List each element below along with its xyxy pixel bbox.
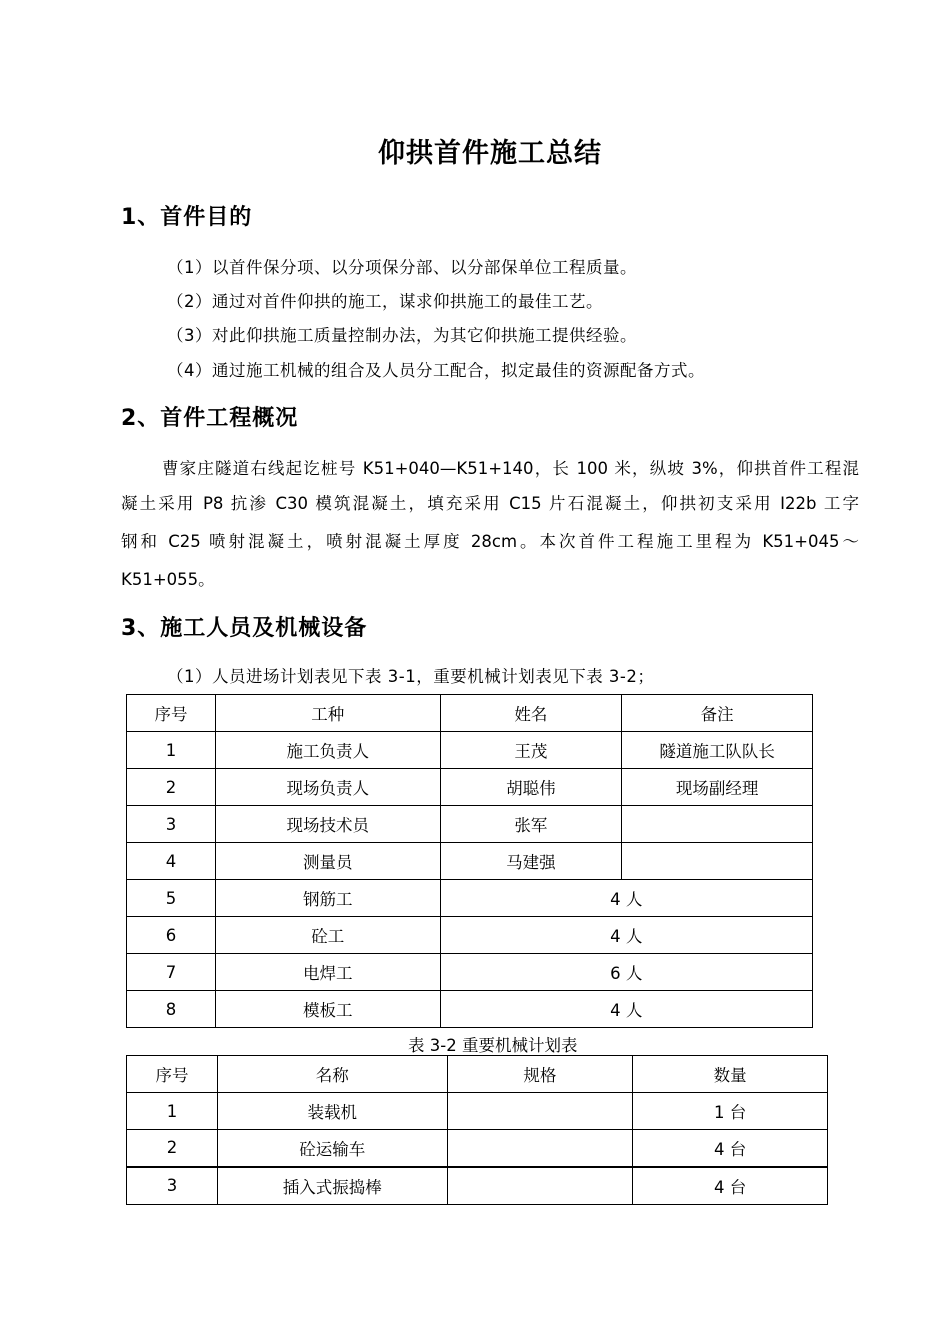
row-no: 1 (127, 1093, 218, 1130)
row-no: 7 (127, 954, 216, 991)
row-note (622, 806, 813, 843)
row-spec (447, 1167, 633, 1205)
row-job: 电焊工 (215, 954, 440, 991)
row-no: 4 (127, 843, 216, 880)
row-no: 1 (127, 732, 216, 769)
row-no: 3 (127, 1167, 218, 1205)
row-count: 4 人 (440, 880, 812, 917)
row-qty: 4 台 (633, 1167, 828, 1205)
table-header-row (127, 695, 813, 732)
header-name: 名称 (217, 1056, 447, 1093)
row-name: 王茂 (440, 732, 622, 769)
row-qty: 1 台 (633, 1093, 828, 1130)
row-no: 8 (127, 991, 216, 1028)
objective-item-1: （1）以首件保分项、以分项保分部、以分部保单位工程质量。 (167, 258, 637, 277)
section-2-heading: 2、首件工程概况 (121, 406, 299, 431)
overview-line-4: K51+055。 (121, 570, 215, 589)
table-row (127, 880, 813, 917)
header-job: 工种 (215, 695, 440, 732)
header-qty: 数量 (633, 1056, 828, 1093)
table-row (127, 1130, 828, 1167)
row-spec (447, 1130, 633, 1167)
row-no: 5 (127, 880, 216, 917)
row-no: 3 (127, 806, 216, 843)
row-no: 6 (127, 917, 216, 954)
table-header-row (127, 1056, 828, 1093)
personnel-table (126, 694, 813, 1028)
row-qty: 4 台 (633, 1130, 828, 1167)
row-count: 6 人 (440, 954, 812, 991)
table-row (127, 917, 813, 954)
row-no: 2 (127, 1130, 218, 1167)
header-no: 序号 (127, 1056, 218, 1093)
table-row (127, 954, 813, 991)
row-note: 隧道施工队队长 (622, 732, 813, 769)
machine-table-caption: 表 3-2 重要机械计划表 (408, 1036, 578, 1055)
row-job: 现场负责人 (215, 769, 440, 806)
row-note: 现场副经理 (622, 769, 813, 806)
overview-line-3: 钢和 C25 喷射混凝土，喷射混凝土厚度 28cm。本次首件工程施工里程为 K51+045～ (121, 532, 859, 551)
overview-line-2: 凝土采用 P8 抗渗 C30 模筑混凝土，填充采用 C15 片石混凝土，仰拱初支采用 I22b 工字 (121, 494, 859, 513)
table-row (127, 806, 813, 843)
header-spec: 规格 (447, 1056, 633, 1093)
table-row (127, 1167, 828, 1205)
table-row (127, 843, 813, 880)
row-note (622, 843, 813, 880)
row-name: 装载机 (217, 1093, 447, 1130)
objective-item-4: （4）通过施工机械的组合及人员分工配合，拟定最佳的资源配备方式。 (167, 361, 705, 380)
table-row (127, 1093, 828, 1130)
row-spec (447, 1093, 633, 1130)
row-job: 钢筋工 (215, 880, 440, 917)
section-3-heading: 3、施工人员及机械设备 (121, 616, 368, 641)
table-row (127, 769, 813, 806)
header-no: 序号 (127, 695, 216, 732)
row-name: 胡聪伟 (440, 769, 622, 806)
row-job: 砼工 (215, 917, 440, 954)
row-name: 张军 (440, 806, 622, 843)
row-job: 施工负责人 (215, 732, 440, 769)
section-1-heading: 1、首件目的 (121, 205, 253, 230)
section-3-intro: （1）人员进场计划表见下表 3-1，重要机械计划表见下表 3-2； (167, 667, 655, 686)
header-note: 备注 (622, 695, 813, 732)
row-no: 2 (127, 769, 216, 806)
row-name: 插入式振捣棒 (217, 1167, 447, 1205)
row-job: 测量员 (215, 843, 440, 880)
page-title: 仰拱首件施工总结 (378, 138, 602, 169)
table-row (127, 732, 813, 769)
row-name: 马建强 (440, 843, 622, 880)
row-name: 砼运输车 (217, 1130, 447, 1167)
row-job: 模板工 (215, 991, 440, 1028)
header-name: 姓名 (440, 695, 622, 732)
table-row (127, 991, 813, 1028)
row-count: 4 人 (440, 917, 812, 954)
objective-item-2: （2）通过对首件仰拱的施工，谋求仰拱施工的最佳工艺。 (167, 292, 603, 311)
machine-table (126, 1055, 828, 1205)
objective-item-3: （3）对此仰拱施工质量控制办法，为其它仰拱施工提供经验。 (167, 326, 637, 345)
row-job: 现场技术员 (215, 806, 440, 843)
row-count: 4 人 (440, 991, 812, 1028)
overview-line-1: 曹家庄隧道右线起讫桩号 K51+040—K51+140，长 100 米，纵坡 3%，仰拱首件工程混 (162, 459, 859, 478)
